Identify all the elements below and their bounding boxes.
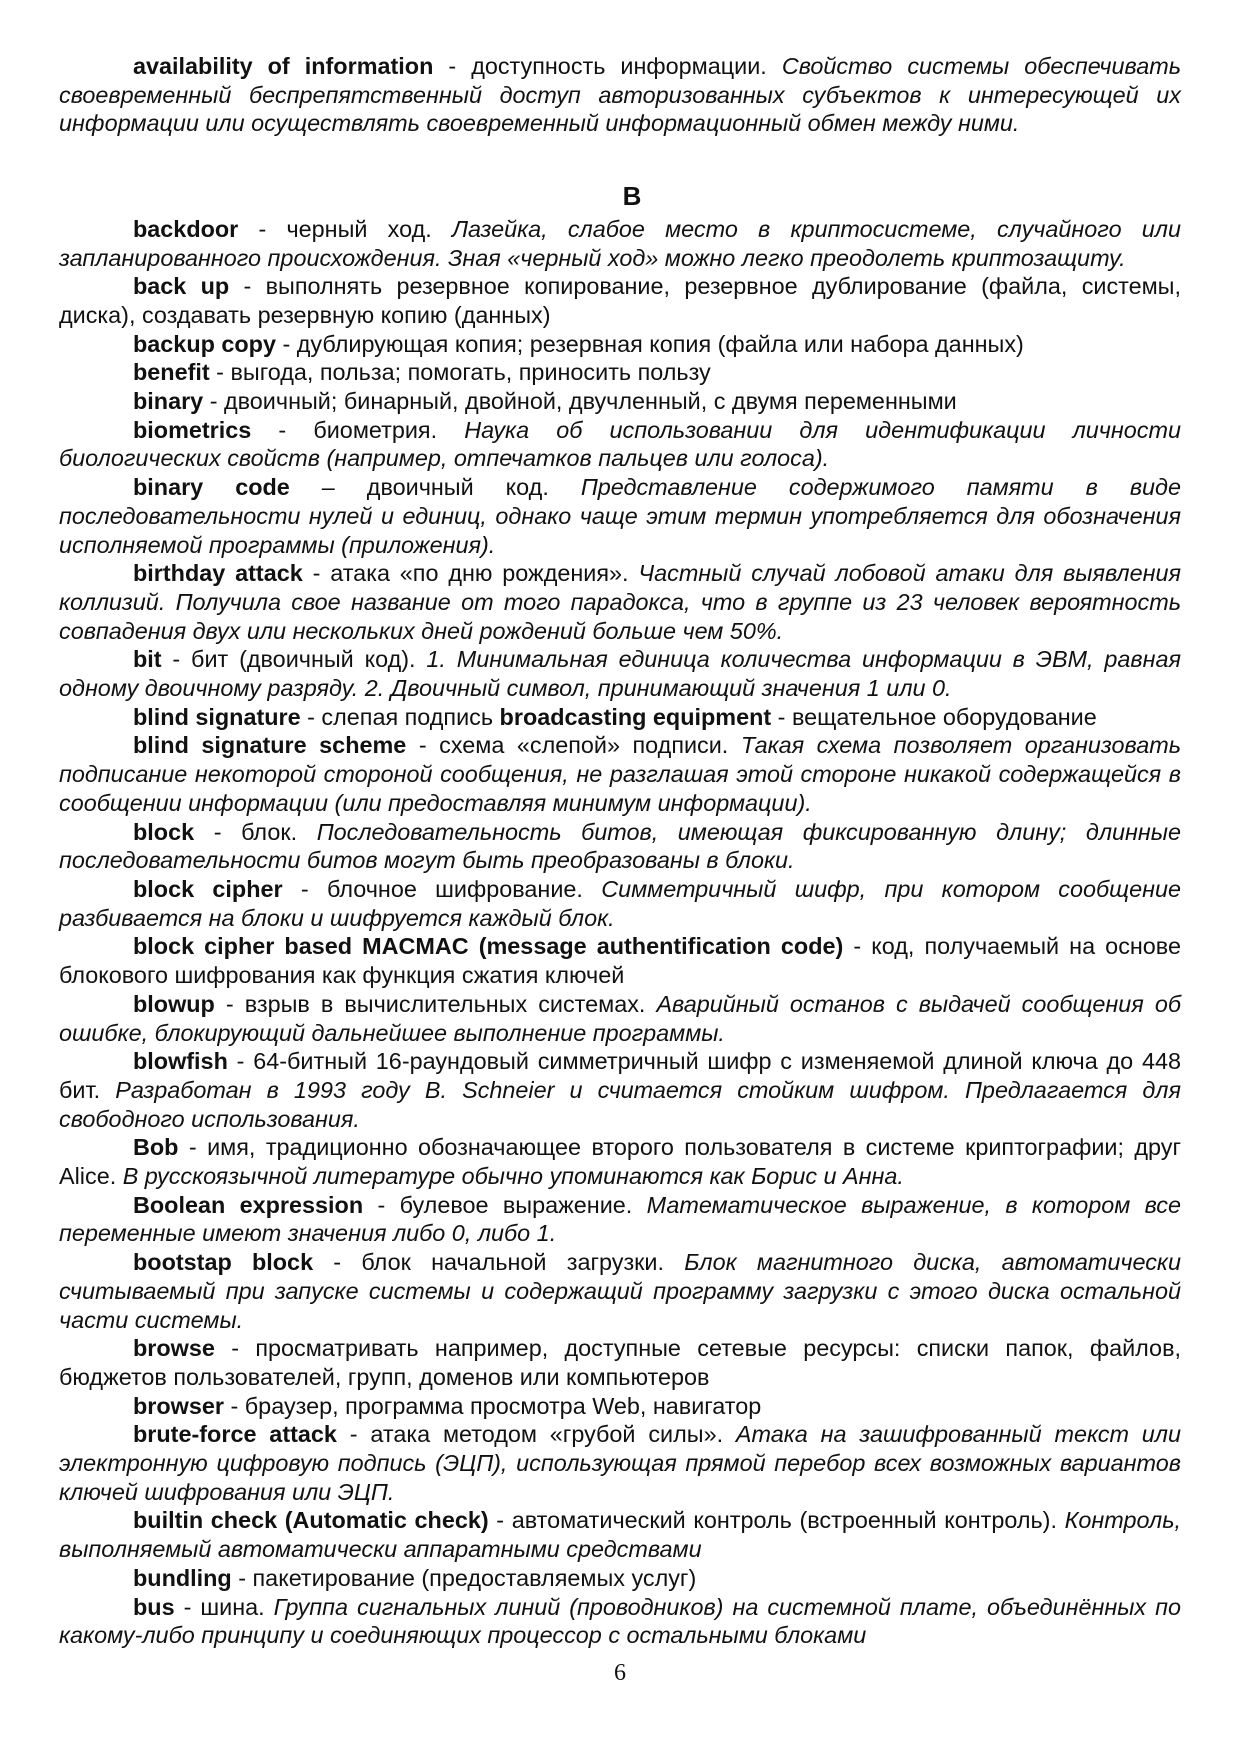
glossary-entry [59, 358, 1181, 387]
glossary-entry [59, 875, 1181, 932]
entry-term: biometrics [133, 416, 252, 443]
entry-translation: - булевое выражение. [363, 1191, 647, 1218]
glossary-entry [59, 1392, 1181, 1421]
page-number: 6 [614, 1660, 626, 1686]
glossary-entry [59, 645, 1181, 702]
entry-term: bit [133, 646, 162, 673]
entry-description: Свойство системы обеспечивать своевременный беспрепятственный доступ авторизованных субъектов к интересующей их информации или осуществлять своевременный информационный обмен между ними. [59, 53, 1181, 137]
entry-term: blind signature [133, 703, 301, 730]
entry-term: availability of information [133, 53, 434, 79]
glossary-entry [59, 731, 1181, 817]
entry-term: block cipher [133, 875, 283, 902]
entry-description: Группа сигнальных линий (проводников) на системной плате, объединённых по какому-либо принципу и соединяющих процессор с остальными блоками [59, 1593, 1181, 1649]
entry-translation: - двоичный; бинарный, двойной, двучленный, с двумя переменными [203, 388, 957, 415]
entry-term-secondary: broadcasting equipment [499, 703, 772, 730]
entry-translation: - браузер, программа просмотра Web, навигатор [224, 1392, 762, 1419]
glossary-entry [59, 559, 1181, 645]
entry-term: block cipher based MACMAC (message authentification code) [133, 933, 844, 960]
entry-term: Bob [133, 1134, 179, 1161]
entry-term: blowup [133, 990, 215, 1017]
entry-translation: - выполнять резервное копирование, резервное дублирование (файла, системы, диска), создавать резервную копию (данных) [59, 273, 1181, 328]
glossary-entry [59, 473, 1181, 559]
entry-term: blind signature scheme [133, 732, 407, 759]
entry-description: Наука об использовании для идентификации личности биологических свойств (например, отпечатков пальцев или голоса). [59, 416, 1181, 472]
glossary-entry [59, 1506, 1181, 1563]
entry-term: birthday attack [133, 560, 303, 587]
section-letter-heading: B [622, 181, 642, 212]
entry-term: back up [133, 273, 230, 300]
entry-term: blowfish [133, 1048, 228, 1075]
entry-description: Атака на зашифрованный текст или электронную цифровую подпись (ЭЦП), использующая прямой перебор всех возможных вариантов ключей шифрования или ЭЦП. [59, 1421, 1181, 1505]
entry-term: Boolean expression [133, 1191, 364, 1218]
entry-translation: - схема «слепой» подписи. [406, 732, 741, 759]
entry-term: browse [133, 1335, 215, 1362]
glossary-entry [59, 215, 1181, 272]
entry-description: Математическое выражение, в котором все переменные имеют значения либо 0, либо 1. [59, 1191, 1182, 1247]
entry-description: Такая схема позволяет организовать подписание некоторой стороной сообщения, не разглашая этой стороне никакой содержащейся в сообщении информации (или предоставляя минимум информации). [59, 732, 1181, 816]
entry-translation: - атака «по дню рождения». [302, 560, 639, 587]
glossary-entry [59, 1248, 1181, 1334]
glossary-entry [59, 272, 1181, 329]
entry-term: backdoor [133, 215, 239, 242]
glossary-entry [59, 416, 1181, 473]
entry-term: bootstap block [133, 1249, 314, 1276]
entry-translation: - просматривать например, доступные сетевые ресурсы: списки папок, файлов, бюджетов пользователей, групп, доменов или компьютеров [59, 1335, 1181, 1390]
entry-description: Симметричный шифр, при котором сообщение разбивается на блоки и шифруется каждый блок. [59, 875, 1181, 931]
entry-term: builtin check (Automatic check) [133, 1507, 489, 1534]
entry-translation: - слепая подпись [300, 703, 500, 730]
entry-translation: - взрыв в вычислительных системах. [214, 990, 657, 1017]
entry-term: bundling [133, 1564, 232, 1591]
entry-translation: - выгода, польза; помогать, приносить пользу [209, 359, 711, 386]
entry-translation: - 64-битный 16-раундовый симметричный шифр с изменяемой длиной ключа до 448 бит. [59, 1048, 1181, 1103]
entry-translation: - блочное шифрование. [282, 875, 602, 902]
entry-description: Представление содержимого памяти в виде последовательности нулей и единиц, однако чаще этим термин употребляется для обозначения исполняемой программы (приложения). [59, 474, 1181, 558]
entry-translation: - автоматический контроль (встроенный контроль). [488, 1507, 1065, 1534]
glossary-entry [59, 1047, 1181, 1133]
entry-description: Разработан в 1993 году B. Schneier и считается стойким шифром. Предлагается для свободного использования. [59, 1076, 1181, 1132]
entry-translation: – двоичный код. [289, 474, 581, 501]
glossary-entry [59, 330, 1181, 359]
entry-term: binary code [133, 474, 290, 501]
glossary-entry [59, 1133, 1181, 1190]
entry-description: Контроль, выполняемый автоматически аппаратными средствами [59, 1507, 1181, 1563]
entry-description: Блок магнитного диска, автоматически считываемый при запуске системы и содержащий программу загрузки с этого диска остальной части системы. [59, 1249, 1181, 1333]
entry-term: browser [133, 1392, 224, 1419]
glossary-entry [59, 1593, 1181, 1650]
entry-translation: - бит (двоичный код). [161, 646, 427, 673]
glossary-entry [59, 1191, 1181, 1248]
entry-term: binary [133, 388, 204, 415]
entry-description: Последовательность битов, имеющая фиксированную длину; длинные последовательности битов могут быть преобразованы в блоки. [59, 818, 1181, 874]
glossary-entry [59, 1564, 1181, 1593]
document-body [59, 52, 1181, 1650]
glossary-entry [59, 932, 1181, 989]
entry-term: block [133, 818, 195, 845]
section-gap [59, 138, 1181, 182]
entry-description: Лазейка, слабое место в криптосистеме, случайного или запланированного происхождения. Зная «черный ход» можно легко преодолеть криптозащиту. [59, 215, 1182, 271]
entry-translation: - имя, традиционно обозначающее второго пользователя в системе криптографии; друг Alice. [59, 1134, 1181, 1190]
intro-entries [59, 52, 1181, 138]
entry-translation: - пакетирование (предоставляемых услуг) [231, 1564, 697, 1591]
entry-translation: - атака методом «грубой силы». [336, 1421, 736, 1448]
glossary-entry [59, 703, 1181, 732]
entry-translation: - шина. [174, 1593, 274, 1620]
entry-translation: - код, получаемый на основе блокового шифрования как функция сжатия ключей [59, 933, 1181, 989]
glossary-entry [59, 818, 1181, 875]
glossary-entry [59, 52, 1181, 138]
glossary-entry [59, 1334, 1181, 1391]
entry-description: 1. Минимальная единица количества информации в ЭВМ, равная одному двоичному разряду. 2. Двоичный символ, принимающий значения 1 или 0. [59, 646, 1181, 702]
entry-term: brute-force attack [133, 1421, 337, 1448]
entry-translation: - дублирующая копия; резервная копия (файла или набора данных) [275, 330, 1024, 357]
entry-translation: - блок. [194, 818, 317, 845]
entry-translation: - биометрия. [251, 416, 465, 443]
glossary-entries [59, 215, 1181, 1650]
entry-description: В русскоязычной литературе обычно упоминаются как Борис и Анна. [122, 1163, 904, 1190]
entry-translation: - доступность информации. [433, 53, 782, 79]
glossary-entry [59, 1420, 1181, 1506]
entry-translation: - блок начальной загрузки. [313, 1249, 685, 1276]
entry-description: Аварийный останов с выдачей сообщения об ошибке, блокирующий дальнейшее выполнение программы. [59, 990, 1181, 1046]
entry-translation: - черный ход. [238, 215, 452, 242]
entry-term: backup copy [133, 330, 276, 357]
glossary-entry [59, 990, 1181, 1047]
glossary-entry [59, 387, 1181, 416]
entry-translation-secondary: - вещательное оборудование [771, 703, 1097, 730]
entry-description: Частный случай лобовой атаки для выявления коллизий. Получила свое название от того парадокса, что в группе из 23 человек вероятность совпадения двух или нескольких дней рождений больше чем 50%. [59, 560, 1181, 644]
entry-term: bus [133, 1593, 175, 1620]
entry-term: benefit [133, 359, 210, 386]
